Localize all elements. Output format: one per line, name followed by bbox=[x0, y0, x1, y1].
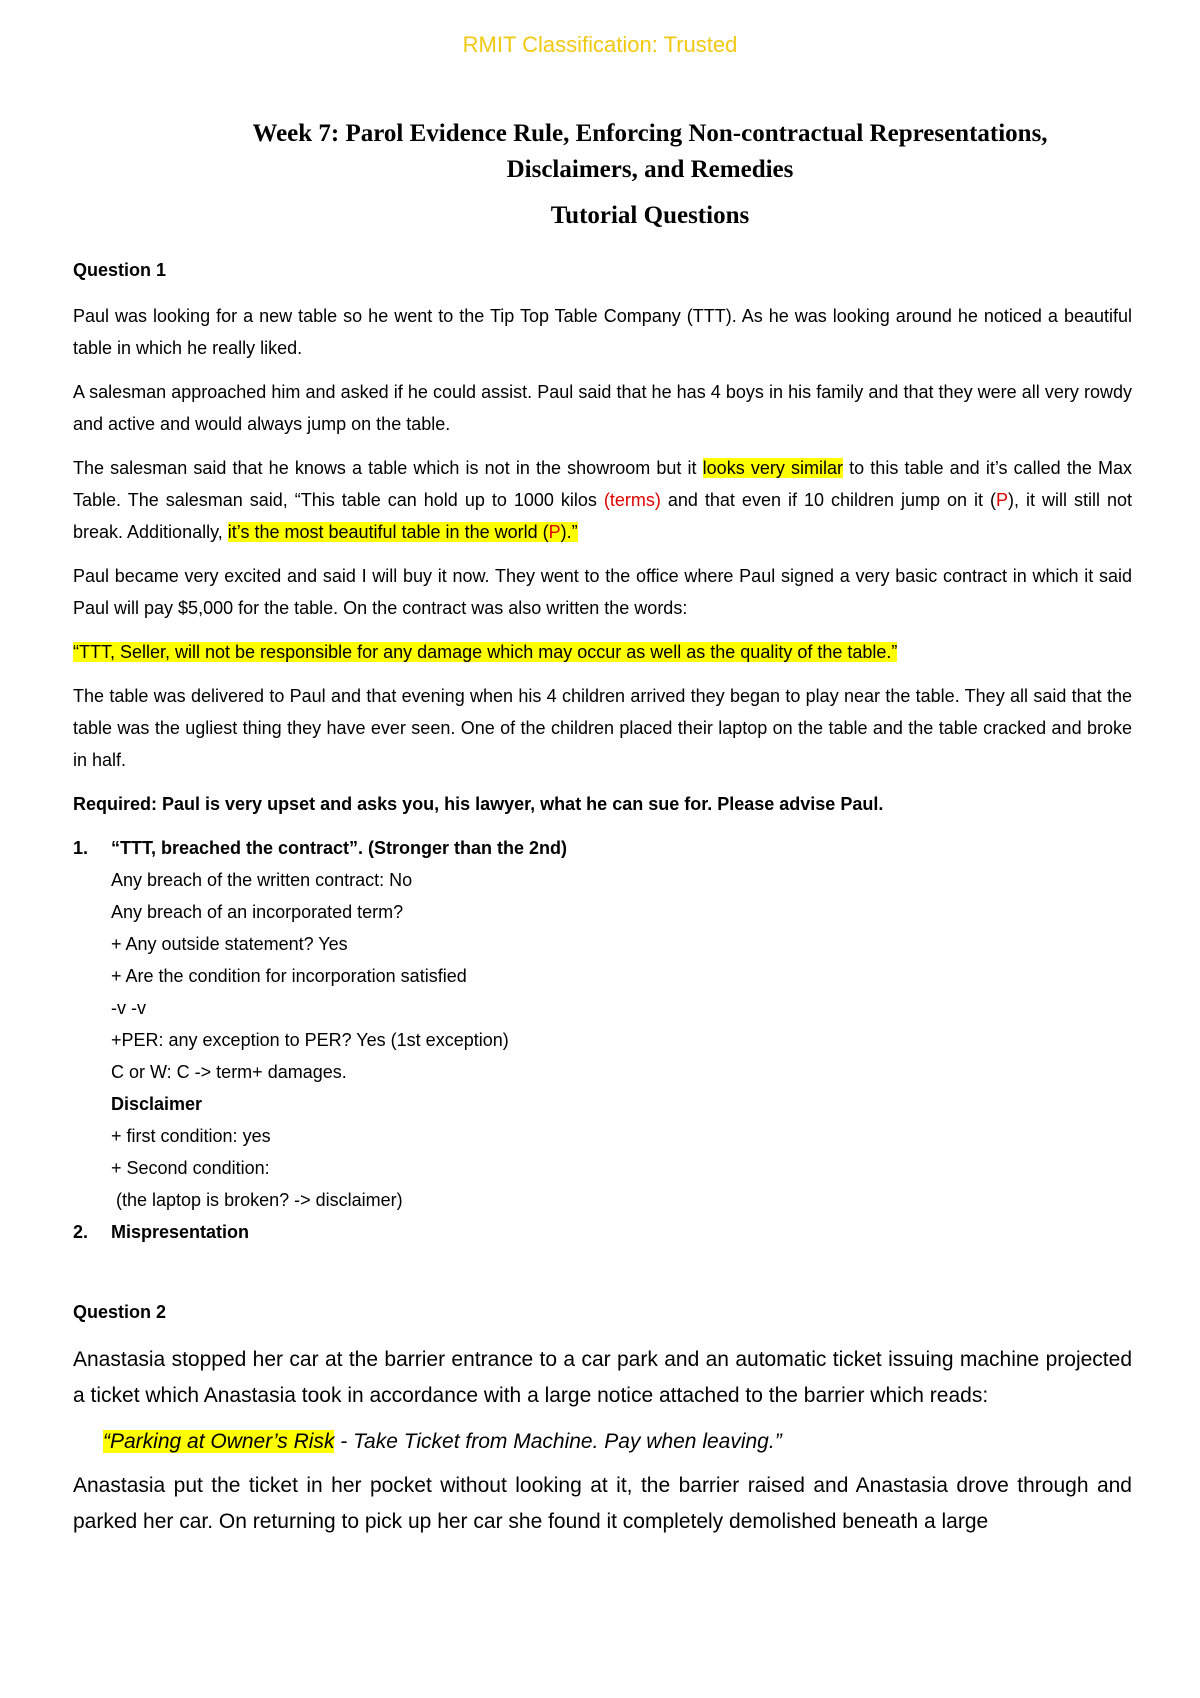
answer-line: + Are the condition for incorporation satisfied bbox=[111, 966, 467, 986]
highlight-most-beautiful bbox=[228, 522, 578, 542]
list-item bbox=[73, 832, 1132, 1216]
list-number: 2. bbox=[73, 1222, 89, 1242]
document-subtitle: Tutorial Questions bbox=[550, 202, 750, 229]
text-run: - Take Ticket from Machine. Pay when leaving.” bbox=[334, 1430, 782, 1453]
list-item bbox=[73, 1216, 1132, 1248]
list-number: 1. bbox=[73, 838, 89, 858]
question-1-heading: Question 1 bbox=[73, 260, 167, 280]
answer-line: + Second condition: bbox=[111, 1158, 270, 1178]
highlight-looks-similar: looks very similar bbox=[702, 458, 843, 478]
q2-paragraph-1: Anastasia stopped her car at the barrier entrance to a car park and an automatic ticket issuing machine projected a ticket which Anastasia took in accordance with a large notice attached to the barrier which reads: bbox=[73, 1348, 1132, 1407]
q1-paragraph-3 bbox=[73, 452, 1132, 548]
answer-line: Any breach of an incorporated term? bbox=[111, 902, 404, 922]
text-run: ).” bbox=[560, 522, 578, 542]
document-title bbox=[180, 116, 1120, 188]
answer-line: + Any outside statement? Yes bbox=[111, 934, 348, 954]
answer-line: + first condition: yes bbox=[111, 1126, 271, 1146]
text-run: ), it will still not break. Additionally, bbox=[73, 490, 1133, 542]
annotation-terms: (terms) bbox=[603, 490, 661, 510]
text-run: it’s the most beautiful table in the world ( bbox=[227, 522, 549, 542]
q1-paragraph-1: Paul was looking for a new table so he went to the Tip Top Table Company (TTT). As he was looking around he noticed a beautiful table in which he really liked. bbox=[73, 306, 1132, 358]
answer-line: +PER: any exception to PER? Yes (1st exception) bbox=[111, 1030, 509, 1050]
classification-label: RMIT Classification: Trusted bbox=[462, 32, 738, 57]
q1-disclaimer bbox=[73, 636, 1132, 668]
disclaimer-heading: Disclaimer bbox=[111, 1094, 203, 1114]
question-2-heading: Question 2 bbox=[73, 1302, 167, 1322]
title-line-2: Disclaimers, and Remedies bbox=[506, 156, 794, 183]
document-body bbox=[73, 254, 1132, 1552]
q1-paragraph-2: A salesman approached him and asked if he could assist. Paul said that he has 4 boys in his family and that they were all very rowdy and active and would always jump on the table. bbox=[73, 382, 1132, 434]
answer-line: -v -v bbox=[111, 998, 146, 1018]
text-run: The salesman said that he knows a table which is not in the showroom but it bbox=[73, 458, 703, 478]
notice-highlight: “Parking at Owner’s Risk bbox=[103, 1430, 335, 1453]
q1-paragraph-5: The table was delivered to Paul and that evening when his 4 children arrived they began to play near the table. They all said that the table was the ugliest thing they have ever seen. One of the children placed their laptop on the table and the table cracked and broke in half. bbox=[73, 686, 1132, 770]
text-run: and that even if 10 children jump on it ( bbox=[660, 490, 997, 510]
answer-line: (the laptop is broken? -> disclaimer) bbox=[111, 1190, 403, 1210]
q1-paragraph-4: Paul became very excited and said I will buy it now. They went to the office where Paul signed a very basic contract in which it said Paul will pay $5,000 for the table. On the contract was also written the words: bbox=[73, 566, 1132, 618]
answer-heading: Mispresentation bbox=[111, 1222, 250, 1242]
answer-heading: “TTT, breached the contract”. (Stronger than the 2nd) bbox=[111, 838, 568, 858]
disclaimer-highlight: “TTT, Seller, will not be responsible for any damage which may occur as well as the quality of the table.” bbox=[73, 642, 898, 662]
answer-list bbox=[73, 832, 1132, 1248]
title-line-1: Week 7: Parol Evidence Rule, Enforcing Non-contractual Representations, bbox=[252, 120, 1048, 147]
annotation-p: P bbox=[548, 522, 561, 542]
text-run: to this table and it’s called the Max Table. The salesman said, “This table can hold up to 1000 kilos bbox=[73, 458, 1132, 510]
q1-required: Required: Paul is very upset and asks you, his lawyer, what he can sue for. Please advise Paul. bbox=[73, 794, 884, 814]
answer-line: C or W: C -> term+ damages. bbox=[111, 1062, 347, 1082]
answer-line: Any breach of the written contract: No bbox=[111, 870, 413, 890]
annotation-p: P bbox=[996, 490, 1009, 510]
q2-paragraph-2: Anastasia put the ticket in her pocket without looking at it, the barrier raised and Anastasia drove through and parked her car. On returning to pick up her car she found it completely demolished beneath a large bbox=[73, 1474, 1132, 1533]
q2-notice bbox=[103, 1426, 1132, 1458]
